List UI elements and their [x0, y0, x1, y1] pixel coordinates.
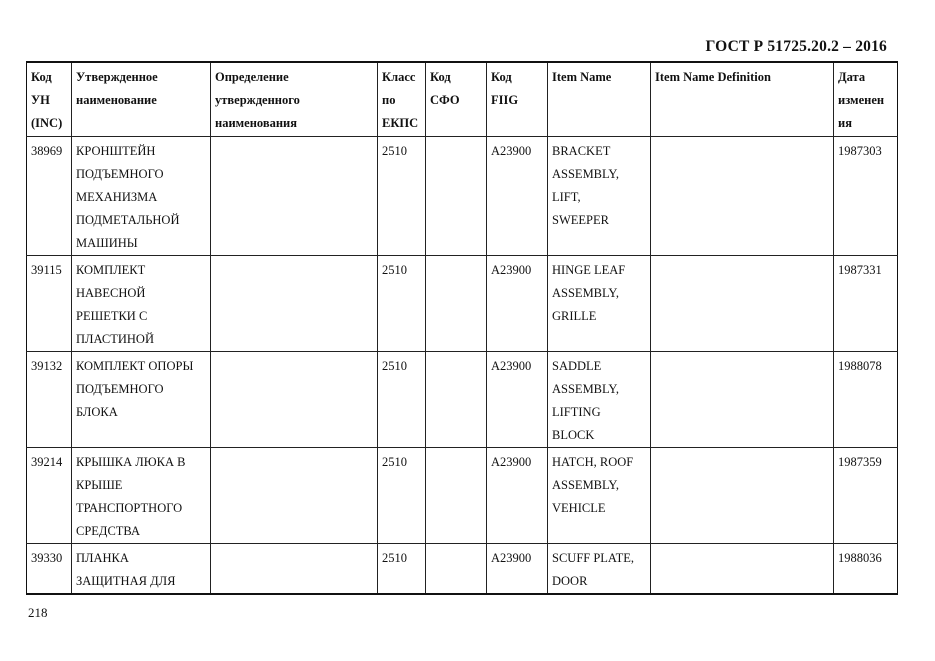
cell-change-date: 1988078: [834, 352, 898, 448]
cell-fiig-code: A23900: [487, 137, 548, 256]
cell-name-definition: [211, 137, 378, 256]
table-row: [27, 352, 898, 448]
page-number: 218: [28, 605, 48, 620]
cell-item-name: HATCH, ROOF ASSEMBLY, VEHICLE: [548, 448, 651, 544]
cell-inc: 39214: [27, 448, 72, 544]
cell-inc: 39132: [27, 352, 72, 448]
standard-header: ГОСТ Р 51725.20.2 – 2016: [705, 38, 887, 55]
cell-item-name: BRACKET ASSEMBLY, LIFT, SWEEPER: [548, 137, 651, 256]
column-header-sfo-code: Код СФО: [426, 62, 487, 137]
table-row: [27, 448, 898, 544]
cell-sfo-code: [426, 256, 487, 352]
cell-fiig-code: A23900: [487, 256, 548, 352]
table-header-row: [27, 62, 898, 137]
cell-approved-name: ПЛАНКА ЗАЩИТНАЯ ДЛЯ: [72, 544, 211, 595]
table-row: [27, 137, 898, 256]
cell-sfo-code: [426, 352, 487, 448]
cell-inc: 39115: [27, 256, 72, 352]
cell-item-name: HINGE LEAF ASSEMBLY, GRILLE: [548, 256, 651, 352]
column-header-approved-name: Утвержденное наименование: [72, 62, 211, 137]
column-header-item-name-definition: Item Name Definition: [651, 62, 834, 137]
cell-change-date: 1987359: [834, 448, 898, 544]
cell-change-date: 1987303: [834, 137, 898, 256]
cell-name-definition: [211, 256, 378, 352]
cell-name-definition: [211, 448, 378, 544]
cell-ekps-class: 2510: [378, 137, 426, 256]
table-row: [27, 256, 898, 352]
cell-ekps-class: 2510: [378, 352, 426, 448]
column-header-inc: Код УН (INC): [27, 62, 72, 137]
cell-item-name-definition: [651, 137, 834, 256]
cell-fiig-code: A23900: [487, 448, 548, 544]
column-header-item-name: Item Name: [548, 62, 651, 137]
cell-sfo-code: [426, 448, 487, 544]
cell-ekps-class: 2510: [378, 544, 426, 595]
column-header-fiig-code: Код FIIG: [487, 62, 548, 137]
cell-inc: 39330: [27, 544, 72, 595]
cell-approved-name: КРОНШТЕЙН ПОДЪЕМНОГО МЕХАНИЗМА ПОДМЕТАЛЬНОЙ МАШИНЫ: [72, 137, 211, 256]
cell-name-definition: [211, 352, 378, 448]
cell-change-date: 1988036: [834, 544, 898, 595]
cell-inc: 38969: [27, 137, 72, 256]
cell-sfo-code: [426, 544, 487, 595]
column-header-change-date: Дата изменен ия: [834, 62, 898, 137]
column-header-name-definition: Определение утвержденного наименования: [211, 62, 378, 137]
cell-change-date: 1987331: [834, 256, 898, 352]
cell-approved-name: КОМПЛЕКТ НАВЕСНОЙ РЕШЕТКИ С ПЛАСТИНОЙ: [72, 256, 211, 352]
cell-item-name-definition: [651, 352, 834, 448]
cell-item-name-definition: [651, 256, 834, 352]
cell-fiig-code: A23900: [487, 544, 548, 595]
cell-name-definition: [211, 544, 378, 595]
catalog-table: [26, 61, 898, 595]
cell-ekps-class: 2510: [378, 256, 426, 352]
cell-approved-name: КОМПЛЕКТ ОПОРЫ ПОДЪЕМНОГО БЛОКА: [72, 352, 211, 448]
cell-fiig-code: A23900: [487, 352, 548, 448]
cell-item-name-definition: [651, 544, 834, 595]
cell-sfo-code: [426, 137, 487, 256]
cell-item-name: SADDLE ASSEMBLY, LIFTING BLOCK: [548, 352, 651, 448]
column-header-ekps-class: Класс по ЕКПС: [378, 62, 426, 137]
cell-item-name-definition: [651, 448, 834, 544]
cell-ekps-class: 2510: [378, 448, 426, 544]
cell-item-name: SCUFF PLATE, DOOR: [548, 544, 651, 595]
cell-approved-name: КРЫШКА ЛЮКА В КРЫШЕ ТРАНСПОРТНОГО СРЕДСТВА: [72, 448, 211, 544]
table-row: [27, 544, 898, 595]
